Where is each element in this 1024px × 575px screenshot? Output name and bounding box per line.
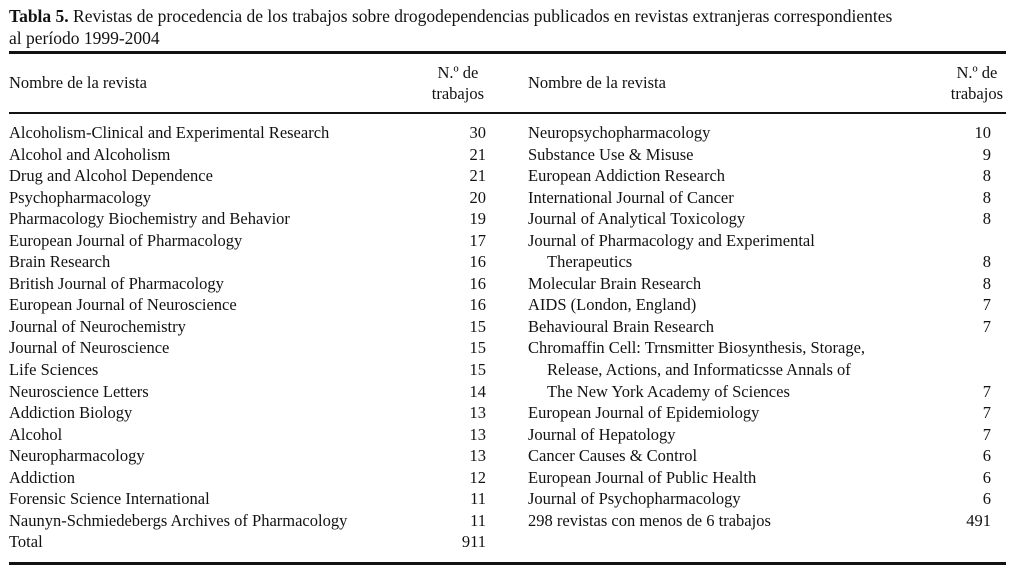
- table-label: Tabla 5.: [9, 6, 69, 26]
- table-row: [528, 144, 1005, 166]
- work-count: 13: [469, 446, 486, 466]
- work-count: 16: [469, 273, 486, 293]
- journal-name: Psychopharmacology: [9, 187, 152, 207]
- header-left-half: [9, 56, 486, 110]
- count-header-line1: N.º de: [437, 63, 479, 82]
- work-count: 8: [982, 166, 991, 186]
- table-row: [528, 402, 1005, 424]
- work-count: 11: [470, 510, 486, 530]
- journal-name: Addiction: [9, 467, 75, 487]
- journal-name: Journal of Pharmacology and Experimental: [528, 230, 815, 250]
- journal-name: British Journal of Pharmacology: [9, 273, 224, 293]
- count-header-line1: N.º de: [956, 63, 998, 82]
- work-count: 13: [469, 424, 486, 444]
- journal-name: Neuropsychopharmacology: [528, 123, 711, 142]
- table-row: [528, 251, 1005, 273]
- caption-text: Revistas de procedencia de los trabajos sobre drogodependencias publicados en revistas extranjeras correspondientes: [73, 6, 893, 26]
- work-count: 8: [982, 252, 991, 272]
- table-row: [9, 381, 486, 403]
- work-count: 17: [469, 230, 486, 250]
- table-row: [528, 122, 1005, 144]
- work-count: 19: [469, 209, 486, 229]
- work-count: 20: [469, 187, 486, 207]
- work-count: 21: [469, 144, 486, 164]
- journal-table-left: [9, 122, 486, 553]
- journal-name: European Addiction Research: [528, 166, 726, 186]
- table-row: [9, 359, 486, 381]
- work-count: 9: [982, 144, 991, 164]
- journal-name: Journal of Neurochemistry: [9, 316, 186, 336]
- table-row: [9, 467, 486, 489]
- journal-name: Naunyn-Schmiedebergs Archives of Pharmacology: [9, 510, 348, 530]
- work-count: 6: [982, 489, 991, 509]
- table-row: [9, 230, 486, 252]
- journal-name: Behavioural Brain Research: [528, 316, 715, 336]
- caption-line-2: al período 1999-2004: [9, 28, 160, 48]
- journal-name: Alcohol and Alcoholism: [9, 144, 171, 164]
- caption-line-1: [9, 5, 892, 27]
- work-count: 11: [470, 489, 486, 509]
- journal-name: 298 revistas con menos de 6 trabajos: [528, 510, 771, 530]
- table-caption: [9, 5, 892, 49]
- journal-name: Chromaffin Cell: Trnsmitter Biosynthesis, Storage,: [528, 338, 866, 358]
- table-row: [528, 510, 1005, 532]
- journal-name: Journal of Psychopharmacology: [528, 489, 741, 509]
- journal-name: European Journal of Neuroscience: [9, 295, 237, 315]
- table-row: [528, 424, 1005, 446]
- table-row: [9, 337, 486, 359]
- work-count: 30: [469, 123, 486, 142]
- work-count: 8: [982, 187, 991, 207]
- header-right-half: [528, 56, 1005, 110]
- column-header-journal-right: Nombre de la revista: [528, 73, 666, 92]
- journal-name: Therapeutics: [547, 252, 633, 272]
- work-count: 491: [966, 510, 991, 530]
- top-rule: [9, 51, 1006, 54]
- table-row: [9, 531, 486, 553]
- journal-name: Alcohol: [9, 424, 63, 444]
- work-count: 7: [982, 381, 991, 401]
- column-header-count-left: [432, 62, 486, 104]
- journal-name: Journal of Hepatology: [528, 424, 676, 444]
- count-header-line2: trabajos: [950, 84, 1003, 103]
- work-count: 21: [469, 166, 486, 186]
- table-row: [9, 510, 486, 532]
- table-row: [9, 316, 486, 338]
- work-count: 7: [982, 403, 991, 423]
- table-row: [528, 165, 1005, 187]
- table-row: [528, 467, 1005, 489]
- table-row: [528, 359, 1005, 381]
- journal-name: International Journal of Cancer: [528, 187, 734, 207]
- work-count: 6: [982, 446, 991, 466]
- table-row: [9, 445, 486, 467]
- table-row: [528, 294, 1005, 316]
- journal-name: European Journal of Epidemiology: [528, 403, 760, 423]
- journal-name: European Journal of Public Health: [528, 467, 757, 487]
- journal-name: Cancer Causes & Control: [528, 446, 698, 466]
- header-rule: [9, 112, 1006, 114]
- table-header: [9, 56, 1006, 110]
- journal-name: Life Sciences: [9, 360, 99, 380]
- journal-name: The New York Academy of Sciences: [547, 381, 790, 401]
- work-count: 7: [982, 295, 991, 315]
- journal-name: Substance Use & Misuse: [528, 144, 694, 164]
- journal-name: Neuropharmacology: [9, 446, 145, 466]
- work-count: 911: [461, 532, 486, 552]
- table-row: [528, 230, 1005, 252]
- table-row: [528, 187, 1005, 209]
- work-count: 12: [469, 467, 486, 487]
- table-row: [528, 273, 1005, 295]
- journal-name: European Journal of Pharmacology: [9, 230, 243, 250]
- table-row: [528, 316, 1005, 338]
- work-count: 8: [982, 273, 991, 293]
- work-count: 15: [469, 360, 486, 380]
- journal-name: Neuroscience Letters: [9, 381, 149, 401]
- journal-name: Addiction Biology: [9, 403, 133, 423]
- table-row: [9, 122, 486, 144]
- bottom-rule: [9, 562, 1006, 565]
- work-count: 16: [469, 252, 486, 272]
- table-row: [9, 294, 486, 316]
- journal-name: Journal of Analytical Toxicology: [528, 209, 746, 229]
- work-count: 7: [982, 424, 991, 444]
- table-row: [9, 402, 486, 424]
- table-row: [9, 251, 486, 273]
- work-count: 16: [469, 295, 486, 315]
- journal-name: Alcoholism-Clinical and Experimental Research: [9, 123, 330, 142]
- work-count: 6: [982, 467, 991, 487]
- table-row: [9, 273, 486, 295]
- table-row: [528, 381, 1005, 403]
- work-count: 10: [974, 123, 991, 142]
- column-header-count-right: [951, 62, 1005, 104]
- table-row: [528, 208, 1005, 230]
- table-row: [9, 187, 486, 209]
- table-body: [9, 122, 1006, 553]
- journal-name: Forensic Science International: [9, 489, 210, 509]
- journal-name: Brain Research: [9, 252, 111, 272]
- journal-name: Molecular Brain Research: [528, 273, 702, 293]
- work-count: 7: [982, 316, 991, 336]
- work-count: 15: [469, 316, 486, 336]
- work-count: 8: [982, 209, 991, 229]
- table-row: [528, 337, 1005, 359]
- work-count: 15: [469, 338, 486, 358]
- table-row: [9, 165, 486, 187]
- journal-name: AIDS (London, England): [528, 295, 697, 315]
- count-header-line2: trabajos: [431, 84, 484, 103]
- journal-name: Release, Actions, and Informaticsse Annals of: [547, 360, 851, 380]
- journal-name: Total: [9, 532, 43, 552]
- journal-name: Journal of Neuroscience: [9, 338, 170, 358]
- journal-table-right: [528, 122, 1005, 553]
- table-row: [9, 144, 486, 166]
- table-row: [9, 208, 486, 230]
- table-row: [528, 488, 1005, 510]
- table-row: [528, 445, 1005, 467]
- table-row: [9, 424, 486, 446]
- table-row: [9, 488, 486, 510]
- work-count: 13: [469, 403, 486, 423]
- work-count: 14: [469, 381, 486, 401]
- journal-name: Pharmacology Biochemistry and Behavior: [9, 209, 290, 229]
- journal-name: Drug and Alcohol Dependence: [9, 166, 213, 186]
- column-header-journal-left: Nombre de la revista: [9, 73, 147, 92]
